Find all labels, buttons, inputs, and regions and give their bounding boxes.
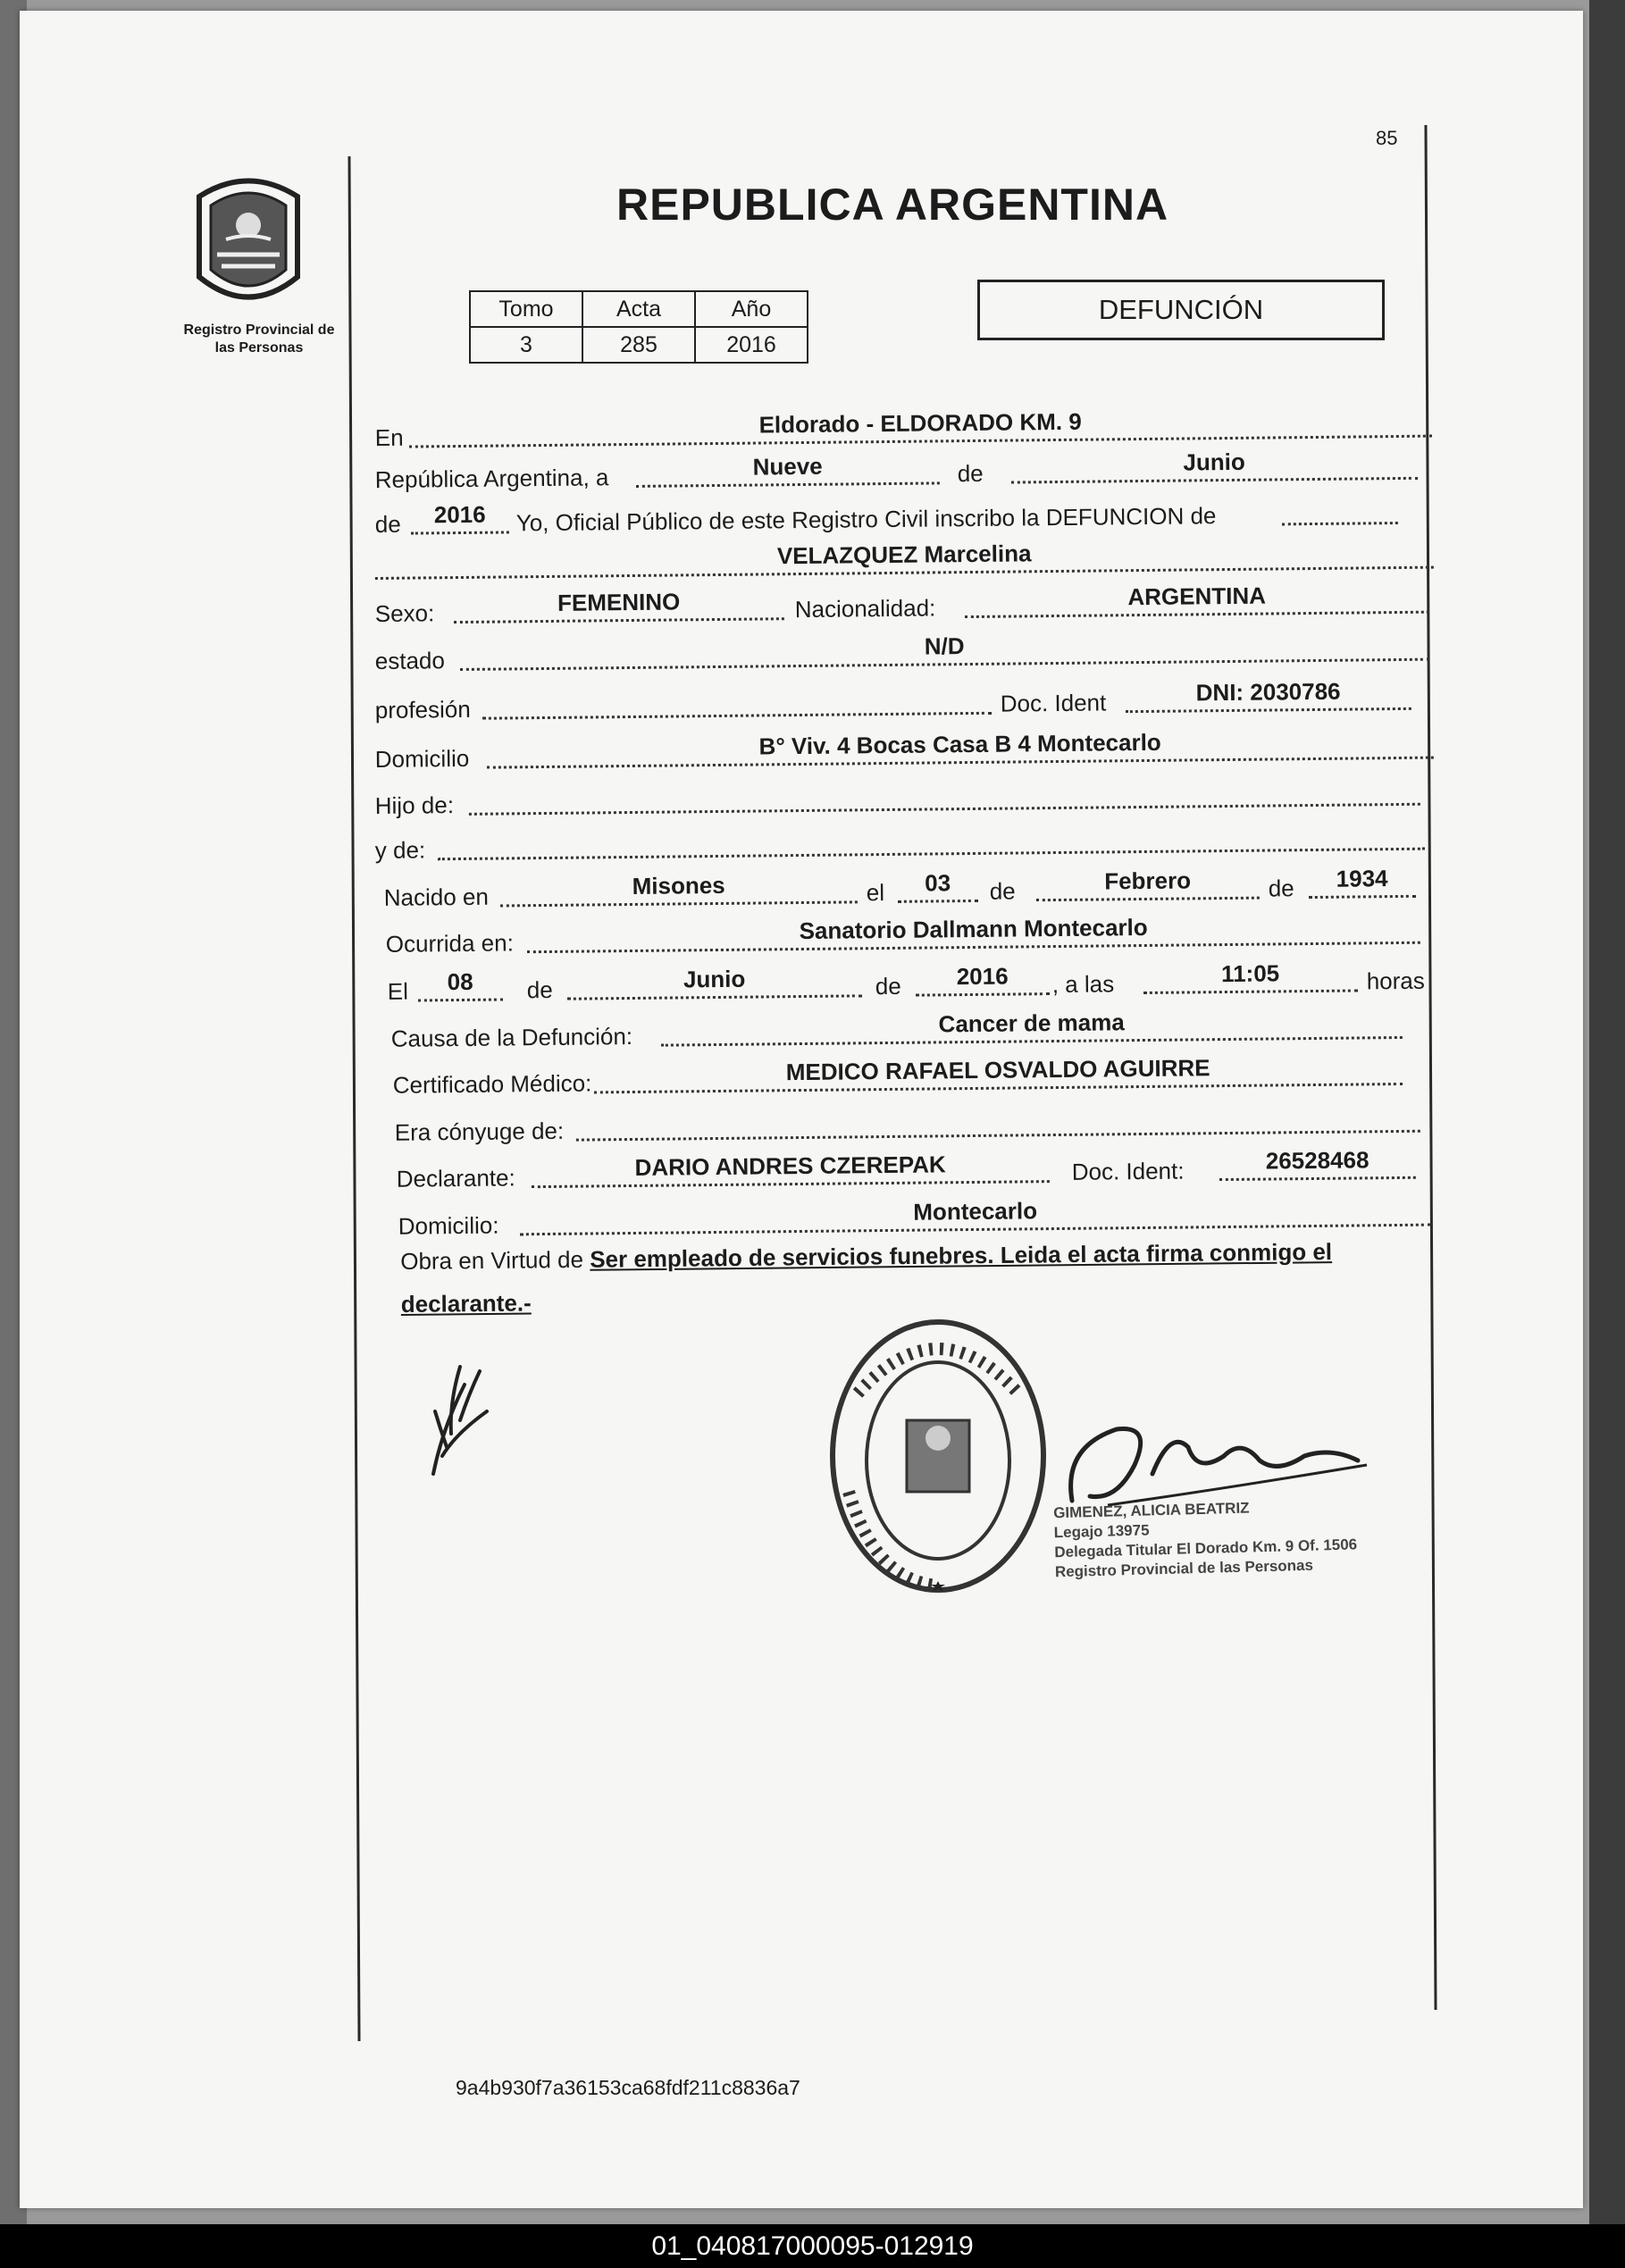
registry-table	[469, 290, 808, 364]
field-value-reason: Ser empleado de servicios funebres. Leida el acta firma conmigo el declarante.-	[400, 1238, 1333, 1318]
field-label: profesión	[374, 695, 471, 724]
field-label: Nacionalidad:	[794, 594, 936, 623]
field-value-death-time: 11:05	[1220, 959, 1280, 988]
field-label: Domicilio	[374, 744, 470, 774]
field-value-death-year: 2016	[956, 962, 1009, 991]
official-role: Delegada Titular El Dorado Km. 9 Of. 1506	[1054, 1536, 1358, 1561]
field-value-birth-month: Febrero	[1104, 866, 1192, 895]
dotted-line	[500, 900, 858, 907]
field-value-birth-day: 03	[925, 869, 951, 897]
scan-backdrop-right	[1589, 0, 1625, 2224]
field-label: Certificado Médico:	[392, 1069, 592, 1099]
field-value-address: B° Viv. 4 Bocas Casa B 4 Montecarlo	[758, 728, 1161, 760]
dotted-line	[1126, 707, 1411, 713]
field-label: Era cónyuge de:	[394, 1117, 565, 1146]
dotted-line	[469, 803, 1420, 816]
dotted-line	[1011, 477, 1418, 484]
dotted-line	[418, 999, 503, 1002]
field-value-day: Nueve	[752, 452, 823, 481]
official-signature-caption	[1053, 1494, 1412, 1582]
field-label: estado	[374, 647, 446, 675]
field-value-birthplace: Misones	[632, 871, 725, 900]
dotted-line	[636, 481, 940, 488]
field-label: y de:	[374, 836, 426, 865]
field-value-death-place: Sanatorio Dallmann Montecarlo	[799, 913, 1148, 945]
field-label: Causa de la Defunción:	[390, 1022, 633, 1052]
field-value-death-month: Junio	[683, 965, 746, 993]
field-value-marital-status: N/D	[924, 632, 965, 660]
field-label: Obra en Virtud de	[400, 1245, 584, 1275]
scan-footer-code: 01_040817000095-012919	[0, 2224, 1625, 2268]
field-value-deceased-name: VELAZQUEZ Marcelina	[776, 540, 1032, 570]
field-value-declarant-address: Montecarlo	[913, 1197, 1038, 1226]
field-label: de	[875, 972, 901, 1000]
table-header-anio: Año	[695, 291, 808, 327]
dotted-line	[1143, 989, 1358, 994]
field-label: Yo, Oficial Público de este Registro Civil inscribo la DEFUNCION de	[515, 502, 1217, 537]
official-registry: Registro Provincial de las Personas	[1054, 1556, 1314, 1581]
field-value-birth-year: 1934	[1336, 865, 1388, 892]
official-stamp-icon	[822, 1313, 1054, 1608]
document-hash: 9a4b930f7a36153ca68fdf211c8836a7	[456, 2076, 800, 2099]
dotted-line	[1219, 1176, 1416, 1181]
registry-label	[161, 322, 357, 357]
field-value-sex: FEMENINO	[557, 588, 681, 616]
dotted-line	[482, 712, 992, 720]
field-label: de	[989, 877, 1016, 905]
field-label: Domicilio:	[398, 1211, 499, 1240]
dotted-line	[1036, 897, 1260, 902]
dotted-line	[1309, 895, 1416, 899]
record-type-box: DEFUNCIÓN	[977, 280, 1385, 340]
table-value-anio: 2016	[695, 327, 808, 363]
field-label: , a las	[1051, 970, 1115, 999]
field-label: Doc. Ident	[1000, 689, 1107, 717]
registry-label-line: Registro Provincial de	[183, 322, 335, 338]
field-value-declarant: DARIO ANDRES CZEREPAK	[634, 1151, 946, 1181]
field-label: Doc. Ident:	[1071, 1157, 1185, 1185]
official-name: GIMENEZ, ALICIA BEATRIZ	[1052, 1499, 1250, 1522]
table-value-tomo: 3	[470, 327, 582, 363]
declarant-signature-icon	[424, 1349, 496, 1483]
document-title: REPUBLICA ARGENTINA	[616, 180, 1169, 230]
dotted-line	[567, 994, 862, 1000]
form-obra-en-virtud	[400, 1229, 1455, 1326]
field-value-nationality: ARGENTINA	[1127, 582, 1267, 611]
field-value-document: DNI: 2030786	[1195, 677, 1341, 707]
field-value-place: Eldorado - ELDORADO KM. 9	[758, 407, 1082, 439]
table-header-acta: Acta	[582, 291, 695, 327]
field-label: de	[374, 510, 401, 539]
field-label: El	[387, 977, 409, 1005]
dotted-line	[576, 1130, 1420, 1142]
field-label: Ocurrida en:	[385, 929, 515, 958]
dotted-line	[438, 848, 1425, 861]
dotted-line	[916, 992, 1050, 997]
field-value-month: Junio	[1183, 448, 1245, 476]
official-legajo: Legajo 13975	[1053, 1521, 1150, 1542]
field-label: de	[526, 975, 553, 1004]
field-value-declarant-document: 26528468	[1265, 1146, 1370, 1175]
field-label: Hijo de:	[374, 791, 455, 820]
dotted-line	[898, 900, 978, 903]
field-value-cause: Cancer de mama	[938, 1008, 1125, 1038]
page-number: 85	[1376, 127, 1398, 149]
province-seal-icon	[186, 170, 311, 313]
dotted-line	[1282, 522, 1398, 525]
registry-label-line: las Personas	[214, 340, 304, 356]
field-value-certifier: MEDICO RAFAEL OSVALDO AGUIRRE	[785, 1054, 1210, 1086]
field-label: horas	[1366, 967, 1425, 995]
dotted-line	[454, 617, 784, 623]
field-label: Declarante:	[396, 1164, 515, 1193]
field-label: En	[374, 423, 404, 452]
field-value-death-day: 08	[447, 967, 473, 996]
field-label: Nacido en	[383, 883, 490, 911]
dotted-line	[411, 531, 509, 534]
field-label: de	[1268, 875, 1294, 902]
field-label: Sexo:	[374, 599, 435, 628]
field-label: República Argentina, a	[374, 464, 609, 494]
table-header-tomo: Tomo	[470, 291, 582, 327]
field-label: el	[866, 879, 885, 907]
table-value-acta: 285	[582, 327, 695, 363]
field-label: de	[957, 459, 984, 488]
field-value-year: 2016	[433, 500, 486, 529]
